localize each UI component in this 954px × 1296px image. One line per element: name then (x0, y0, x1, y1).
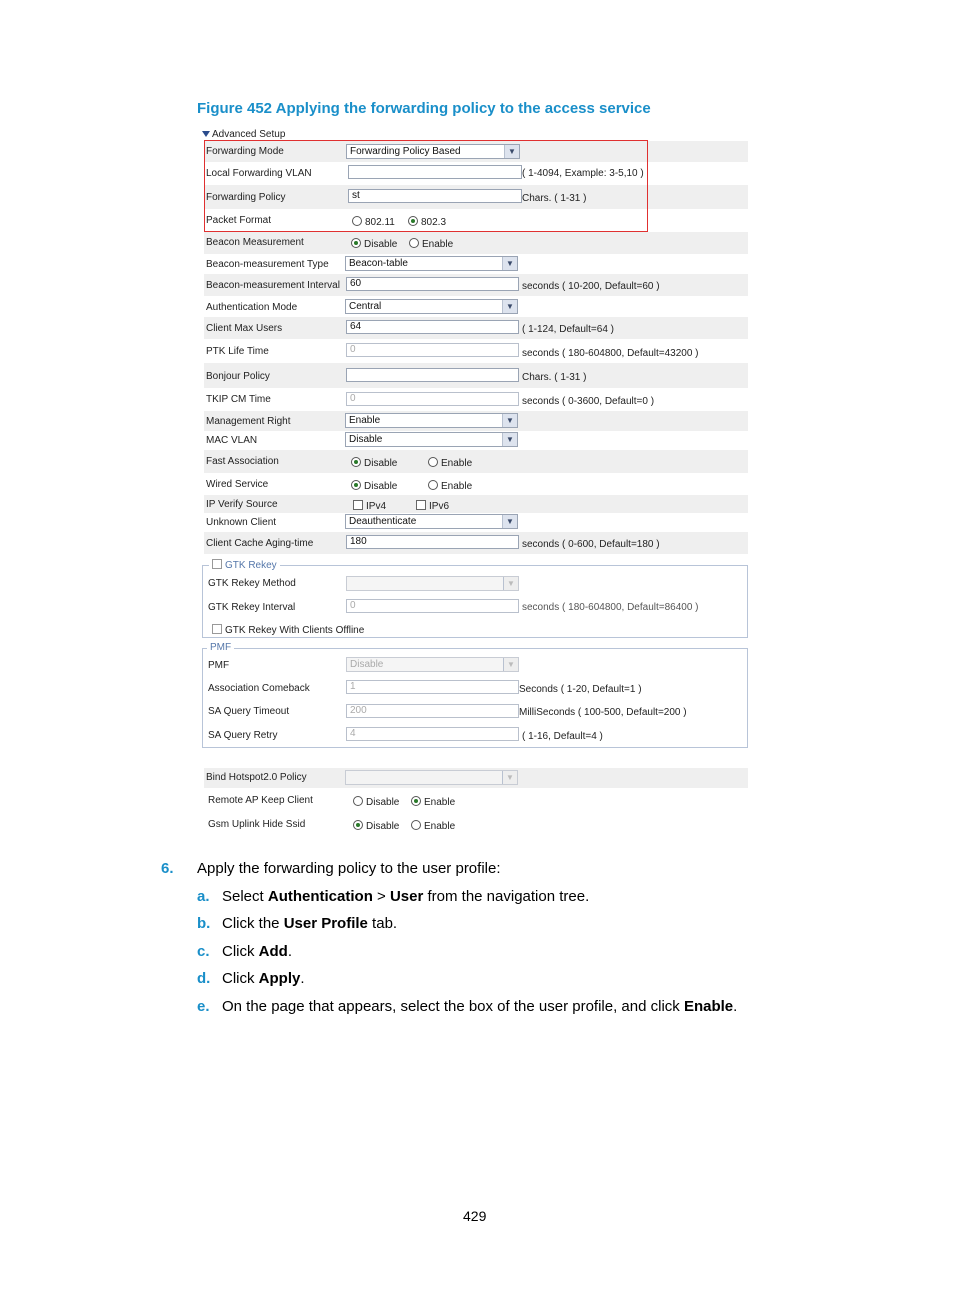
gtk-rekey-interval-input[interactable]: 0 (346, 599, 519, 613)
step-number-6: 6. (161, 860, 174, 877)
management-right-label: Management Right (206, 416, 291, 427)
step-a-letter: a. (197, 888, 210, 905)
remote-ap-enable-radio[interactable]: Enable (411, 796, 455, 808)
local-forwarding-vlan-hint: ( 1-4094, Example: 3-5,10 ) (522, 168, 644, 179)
step-b-text: Click the User Profile tab. (222, 915, 398, 932)
beacon-measurement-disable-radio[interactable]: Disable (351, 238, 397, 250)
row-bind-hotspot (204, 768, 748, 788)
beacon-measurement-label: Beacon Measurement (206, 237, 304, 248)
row-association-comeback (206, 678, 746, 700)
gtk-rekey-method-label: GTK Rekey Method (208, 578, 296, 589)
packet-format-label: Packet Format (206, 215, 272, 226)
row-bonjour-policy (204, 363, 748, 388)
gsm-uplink-hide-ssid-label: Gsm Uplink Hide Ssid (208, 819, 306, 830)
advanced-setup-toggle[interactable] (202, 129, 285, 140)
row-management-right (204, 411, 748, 431)
chevron-down-icon: ▼ (504, 145, 519, 158)
forwarding-policy-hint: Chars. ( 1-31 ) (522, 193, 587, 204)
page-number: 429 (463, 1208, 487, 1224)
step-a-text: Select Authentication > User from the navigation tree. (222, 888, 590, 905)
unknown-client-select[interactable]: Deauthenticate ▼ (345, 514, 518, 529)
client-cache-aging-time-hint: seconds ( 0-600, Default=180 ) (522, 539, 660, 550)
chevron-down-icon: ▼ (502, 515, 517, 528)
row-ptk-life-time (204, 339, 748, 363)
ipv6-checkbox[interactable]: IPv6 (416, 500, 449, 512)
packet-format-80211-radio[interactable]: 802.11 (352, 216, 395, 228)
radio-checked-icon (353, 820, 363, 830)
row-sa-query-retry (206, 725, 746, 747)
client-cache-aging-time-input[interactable]: 180 (346, 535, 519, 549)
step-e-text: On the page that appears, select the box of the user profile, and click Enable. (222, 998, 738, 1015)
fast-association-disable-radio[interactable]: Disable (351, 457, 397, 469)
wired-service-disable-radio[interactable]: Disable (351, 480, 397, 492)
step-c-text: Click Add. (222, 943, 293, 960)
row-mac-vlan (204, 431, 748, 450)
gtk-rekey-offline-checkbox[interactable]: GTK Rekey With Clients Offline (212, 624, 364, 636)
chevron-down-icon: ▼ (502, 771, 517, 784)
ipv4-checkbox[interactable]: IPv4 (353, 500, 386, 512)
sa-query-timeout-input[interactable]: 200 (346, 704, 519, 718)
row-beacon-measurement-type (204, 254, 748, 274)
client-max-users-label: Client Max Users (206, 323, 283, 334)
sa-query-retry-label: SA Query Retry (208, 730, 278, 741)
forwarding-policy-input[interactable]: st (348, 189, 522, 203)
radio-icon (411, 820, 421, 830)
row-remote-ap-keep-client (204, 790, 748, 812)
client-max-users-input[interactable]: 64 (346, 320, 519, 334)
row-unknown-client (204, 513, 748, 532)
advanced-setup-label: Advanced Setup (212, 129, 286, 140)
sa-query-retry-hint: ( 1-16, Default=4 ) (522, 731, 603, 742)
association-comeback-input[interactable]: 1 (346, 680, 519, 694)
sa-query-timeout-hint: MilliSeconds ( 100-500, Default=200 ) (519, 707, 687, 718)
step-b-letter: b. (197, 915, 211, 932)
association-comeback-hint: Seconds ( 1-20, Default=1 ) (519, 684, 642, 695)
authentication-mode-label: Authentication Mode (206, 302, 298, 313)
local-forwarding-vlan-label: Local Forwarding VLAN (206, 168, 312, 179)
step-6-text: Apply the forwarding policy to the user profile: (197, 860, 501, 877)
gsm-disable-radio[interactable]: Disable (353, 820, 399, 832)
beacon-measurement-enable-radio[interactable]: Enable (409, 238, 453, 250)
ptk-life-time-input[interactable]: 0 (346, 343, 519, 357)
remote-ap-disable-radio[interactable]: Disable (353, 796, 399, 808)
packet-format-8023-radio[interactable]: 802.3 (408, 216, 446, 228)
figure-title: Figure 452 Applying the forwarding policy to the access service (197, 100, 651, 117)
row-tkip-cm-time (204, 388, 748, 411)
chevron-down-icon: ▼ (502, 300, 517, 313)
sa-query-timeout-label: SA Query Timeout (208, 706, 290, 717)
unknown-client-label: Unknown Client (206, 517, 277, 528)
step-d-letter: d. (197, 970, 211, 987)
checkbox-icon (212, 559, 222, 569)
beacon-measurement-interval-hint: seconds ( 10-200, Default=60 ) (522, 281, 660, 292)
radio-checked-icon (351, 238, 361, 248)
radio-checked-icon (351, 457, 361, 467)
bonjour-policy-input[interactable] (346, 368, 519, 382)
forwarding-policy-label: Forwarding Policy (206, 192, 286, 203)
row-sa-query-timeout (206, 701, 746, 723)
checkbox-icon (353, 500, 363, 510)
gsm-enable-radio[interactable]: Enable (411, 820, 455, 832)
gtk-rekey-method-select[interactable] (346, 576, 519, 591)
chevron-down-icon: ▼ (503, 658, 518, 671)
pmf-legend: PMF (207, 642, 234, 653)
ptk-life-time-hint: seconds ( 180-604800, Default=43200 ) (522, 348, 699, 359)
bind-hotspot-label: Bind Hotspot2.0 Policy (206, 772, 307, 783)
radio-icon (428, 480, 438, 490)
tkip-cm-time-label: TKIP CM Time (206, 394, 271, 405)
association-comeback-label: Association Comeback (208, 683, 310, 694)
row-beacon-measurement-interval (204, 274, 748, 296)
radio-checked-icon (351, 480, 361, 490)
tkip-cm-time-input[interactable]: 0 (346, 392, 519, 406)
gtk-rekey-checkbox[interactable]: GTK Rekey (209, 559, 280, 571)
checkbox-icon (416, 500, 426, 510)
radio-checked-icon (411, 796, 421, 806)
beacon-measurement-type-select[interactable]: Beacon-table ▼ (345, 256, 518, 271)
wired-service-label: Wired Service (206, 479, 269, 490)
checkbox-icon (212, 624, 222, 634)
step-d-text: Click Apply. (222, 970, 305, 987)
radio-icon (353, 796, 363, 806)
row-gtk-rekey-interval (206, 596, 746, 618)
row-wired-service (204, 473, 748, 495)
mac-vlan-label: MAC VLAN (206, 435, 258, 446)
radio-icon (409, 238, 419, 248)
tkip-cm-time-hint: seconds ( 0-3600, Default=0 ) (522, 396, 655, 407)
beacon-measurement-interval-label: Beacon-measurement Interval (206, 280, 340, 291)
radio-icon (428, 457, 438, 467)
management-right-select[interactable]: Enable ▼ (345, 413, 518, 428)
row-gsm-uplink-hide-ssid (204, 814, 748, 836)
triangle-down-icon (202, 131, 210, 137)
beacon-measurement-interval-input[interactable]: 60 (346, 277, 519, 291)
row-pmf (206, 655, 746, 677)
mac-vlan-select[interactable]: Disable ▼ (345, 432, 518, 447)
row-beacon-measurement (204, 232, 748, 254)
forwarding-mode-label: Forwarding Mode (206, 146, 284, 157)
chevron-down-icon: ▼ (502, 433, 517, 446)
pmf-label: PMF (208, 660, 230, 671)
row-client-max-users (204, 317, 748, 339)
row-gtk-rekey-method (206, 573, 746, 595)
step-e-letter: e. (197, 998, 210, 1015)
pmf-select[interactable]: Disable ▼ (346, 657, 519, 672)
authentication-mode-select[interactable]: Central ▼ (345, 299, 518, 314)
highlight-box (204, 140, 648, 232)
chevron-down-icon: ▼ (502, 414, 517, 427)
gtk-rekey-interval-hint: seconds ( 180-604800, Default=86400 ) (522, 602, 699, 613)
step-c-letter: c. (197, 943, 210, 960)
fast-association-label: Fast Association (206, 456, 279, 467)
fast-association-enable-radio[interactable]: Enable (428, 457, 472, 469)
ptk-life-time-label: PTK Life Time (206, 346, 269, 357)
chevron-down-icon: ▼ (502, 257, 517, 270)
wired-service-enable-radio[interactable]: Enable (428, 480, 472, 492)
remote-ap-keep-client-label: Remote AP Keep Client (208, 795, 313, 806)
client-cache-aging-time-label: Client Cache Aging-time (206, 538, 314, 549)
gtk-rekey-interval-label: GTK Rekey Interval (208, 602, 296, 613)
row-ip-verify-source (204, 495, 748, 513)
bonjour-policy-label: Bonjour Policy (206, 371, 270, 382)
forwarding-mode-select[interactable]: Forwarding Policy Based ▼ (346, 144, 520, 159)
row-client-cache-aging-time (204, 532, 748, 554)
ip-verify-source-label: IP Verify Source (206, 499, 278, 510)
beacon-measurement-type-label: Beacon-measurement Type (206, 259, 329, 270)
row-fast-association (204, 450, 748, 473)
bind-hotspot-select[interactable] (345, 770, 518, 785)
client-max-users-hint: ( 1-124, Default=64 ) (522, 324, 614, 335)
row-authentication-mode (204, 296, 748, 317)
chevron-down-icon: ▼ (503, 577, 518, 590)
sa-query-retry-input[interactable]: 4 (346, 727, 519, 741)
bonjour-policy-hint: Chars. ( 1-31 ) (522, 372, 587, 383)
